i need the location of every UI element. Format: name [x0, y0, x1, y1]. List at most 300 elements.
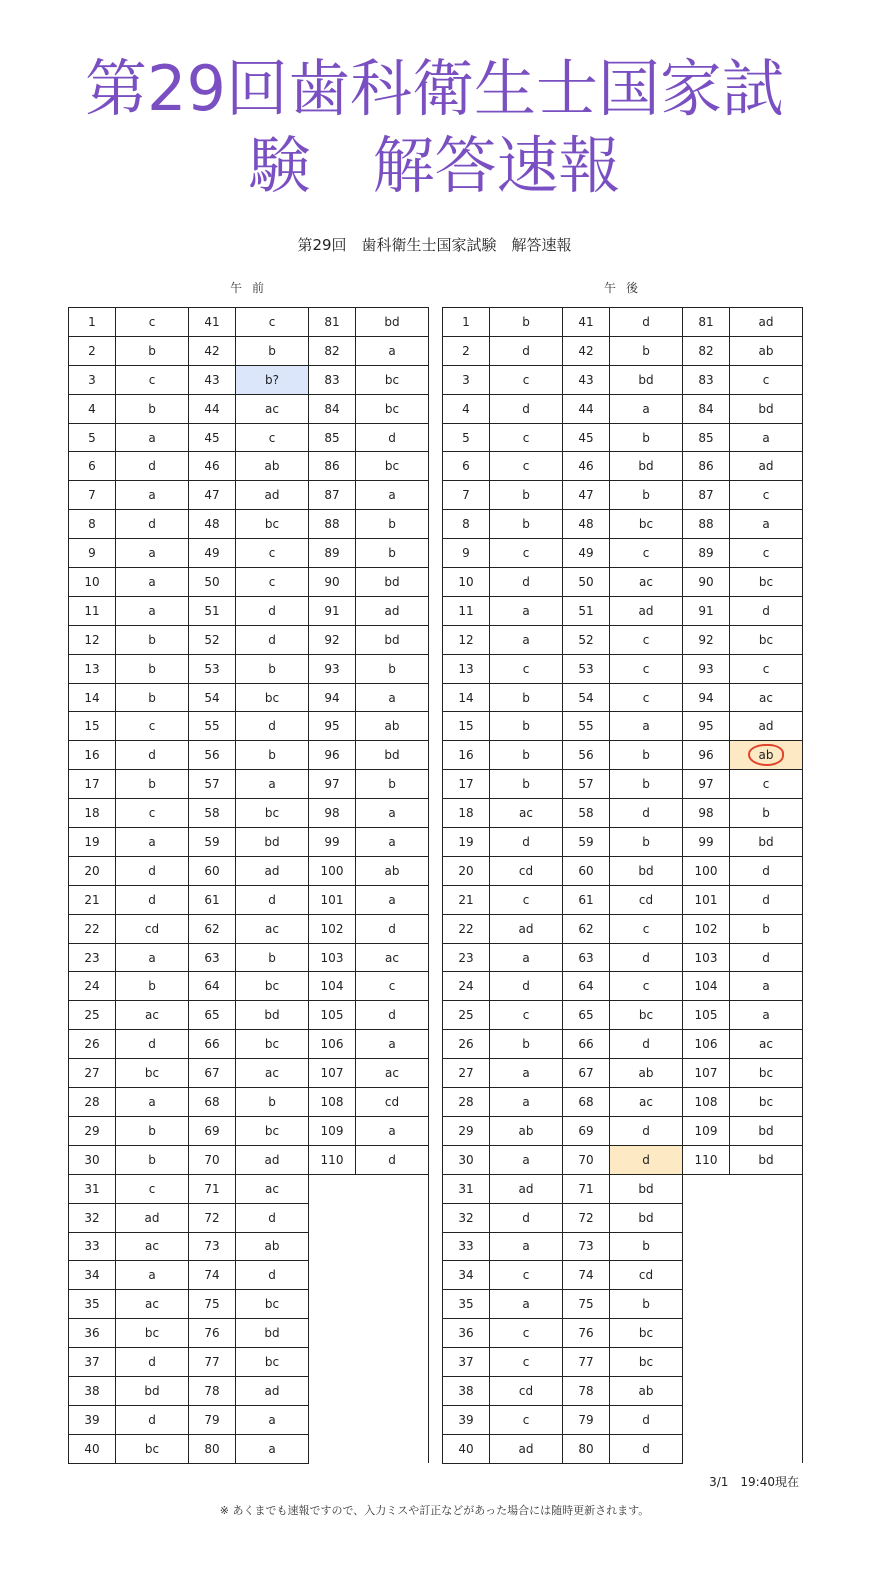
question-number: 52: [189, 625, 236, 654]
question-number: 105: [309, 1001, 356, 1030]
question-number: 58: [189, 799, 236, 828]
answer-cell: bc: [610, 510, 683, 539]
answer-cell: c: [116, 1174, 189, 1203]
question-number: 75: [189, 1290, 236, 1319]
answer-cell: b: [356, 654, 429, 683]
question-number: 94: [683, 683, 730, 712]
question-number: 53: [189, 654, 236, 683]
answer-cell: d: [236, 885, 309, 914]
question-number: 11: [443, 596, 490, 625]
answer-cell: a: [490, 1290, 563, 1319]
question-number: 10: [69, 568, 116, 597]
question-number: 29: [443, 1116, 490, 1145]
answer-cell: c: [610, 654, 683, 683]
answer-cell: a: [356, 828, 429, 857]
question-number: 78: [189, 1376, 236, 1405]
answer-row: [69, 423, 429, 452]
question-number: 80: [563, 1434, 610, 1463]
answer-cell: a: [490, 1088, 563, 1117]
question-number: 56: [563, 741, 610, 770]
answer-cell: a: [116, 596, 189, 625]
answer-row: [443, 770, 803, 799]
answer-row: [443, 1030, 803, 1059]
answer-cell: b: [490, 308, 563, 337]
answer-cell: cd: [116, 914, 189, 943]
question-number: 44: [563, 394, 610, 423]
pm-answer-table: [442, 307, 803, 1464]
answer-row: [69, 1116, 429, 1145]
answer-cell: ac: [356, 943, 429, 972]
answer-cell: c: [116, 365, 189, 394]
answer-cell: ad: [730, 712, 803, 741]
answer-cell: b: [490, 712, 563, 741]
question-number: 2: [69, 336, 116, 365]
answer-cell: b: [730, 799, 803, 828]
answer-row: [443, 712, 803, 741]
question-number: 73: [563, 1232, 610, 1261]
answer-cell: bd: [610, 452, 683, 481]
answer-cell: b?: [236, 365, 309, 394]
question-number: 74: [189, 1261, 236, 1290]
answer-row: [69, 1145, 429, 1174]
question-number: 16: [69, 741, 116, 770]
answer-cell: bc: [236, 1290, 309, 1319]
question-number: 42: [563, 336, 610, 365]
question-number: 51: [563, 596, 610, 625]
answer-cell: bc: [236, 683, 309, 712]
question-number: 66: [189, 1030, 236, 1059]
answer-cell: ac: [236, 1059, 309, 1088]
answer-cell: c: [356, 972, 429, 1001]
question-number: 61: [563, 885, 610, 914]
question-number: 20: [69, 856, 116, 885]
answer-row: [69, 712, 429, 741]
question-number: 67: [189, 1059, 236, 1088]
question-number: 17: [443, 770, 490, 799]
answer-cell: a: [610, 712, 683, 741]
answer-row: [69, 568, 429, 597]
answer-cell: bd: [730, 1116, 803, 1145]
answer-row: [443, 972, 803, 1001]
answer-row: [69, 972, 429, 1001]
answer-cell: ac: [116, 1232, 189, 1261]
answer-cell: c: [490, 365, 563, 394]
answer-cell: b: [116, 336, 189, 365]
answer-cell: b: [116, 1145, 189, 1174]
answer-row: [443, 539, 803, 568]
question-number: 7: [443, 481, 490, 510]
answer-cell: c: [610, 914, 683, 943]
answer-cell: bd: [116, 1376, 189, 1405]
question-number: 103: [309, 943, 356, 972]
question-number: 8: [69, 510, 116, 539]
answer-cell: ac: [490, 799, 563, 828]
answer-row: [443, 1001, 803, 1030]
answer-cell: ab: [730, 336, 803, 365]
answer-cell: bd: [730, 828, 803, 857]
question-number: 9: [443, 539, 490, 568]
question-number: 43: [189, 365, 236, 394]
answer-row: [443, 799, 803, 828]
question-number: 4: [69, 394, 116, 423]
answer-cell: bd: [236, 828, 309, 857]
answer-row: [443, 654, 803, 683]
answer-row: [69, 741, 429, 770]
answer-cell: d: [610, 1030, 683, 1059]
answer-cell: ad: [610, 596, 683, 625]
answer-cell: b: [490, 683, 563, 712]
answer-cell: ac: [236, 914, 309, 943]
answer-cell: c: [490, 654, 563, 683]
question-number: 81: [683, 308, 730, 337]
answer-cell: ac: [236, 394, 309, 423]
question-number: 25: [69, 1001, 116, 1030]
answer-cell: c: [490, 1261, 563, 1290]
question-number: 22: [69, 914, 116, 943]
answer-cell: d: [610, 799, 683, 828]
question-number: 28: [69, 1088, 116, 1117]
answer-row: [443, 1174, 803, 1203]
answer-cell: bd: [730, 1145, 803, 1174]
answer-cell: bd: [236, 1001, 309, 1030]
answer-cell: a: [356, 683, 429, 712]
answer-cell: ad: [730, 452, 803, 481]
answer-row: [69, 856, 429, 885]
question-number: 16: [443, 741, 490, 770]
answer-cell: b: [116, 1116, 189, 1145]
answer-cell: bc: [610, 1319, 683, 1348]
answer-cell: d: [116, 741, 189, 770]
answer-cell: d: [610, 1116, 683, 1145]
answer-cell: d: [490, 972, 563, 1001]
question-number: 18: [443, 799, 490, 828]
question-number: 69: [189, 1116, 236, 1145]
answer-cell: bd: [610, 1174, 683, 1203]
answer-cell: ab: [490, 1116, 563, 1145]
question-number: 19: [443, 828, 490, 857]
answer-row: [443, 943, 803, 972]
question-number: 71: [189, 1174, 236, 1203]
banner-line-2: 験 解答速報: [248, 129, 621, 202]
answer-cell: ad: [236, 856, 309, 885]
answer-cell: d: [490, 394, 563, 423]
question-number: 2: [443, 336, 490, 365]
document-title: 第29回 歯科衛生士国家試験 解答速報: [297, 236, 572, 254]
question-number: 83: [309, 365, 356, 394]
question-number: 51: [189, 596, 236, 625]
question-number: 6: [69, 452, 116, 481]
answer-row: [443, 308, 803, 337]
answer-cell: bc: [730, 1088, 803, 1117]
question-number: 108: [309, 1088, 356, 1117]
question-number: 13: [443, 654, 490, 683]
answer-cell: d: [236, 596, 309, 625]
answer-cell: d: [116, 452, 189, 481]
answer-cell: d: [356, 1001, 429, 1030]
question-number: 56: [189, 741, 236, 770]
answer-cell: d: [236, 625, 309, 654]
answer-cell: a: [490, 1059, 563, 1088]
question-number: 41: [189, 308, 236, 337]
answer-row: [69, 654, 429, 683]
answer-cell: bc: [116, 1319, 189, 1348]
answer-cell: d: [356, 423, 429, 452]
answer-cell: ab: [356, 856, 429, 885]
answer-cell: b: [610, 741, 683, 770]
question-number: 62: [189, 914, 236, 943]
answer-cell: ad: [356, 596, 429, 625]
question-number: 66: [563, 1030, 610, 1059]
answer-cell: b: [356, 510, 429, 539]
question-number: 107: [309, 1059, 356, 1088]
answer-row: [69, 1174, 429, 1203]
question-number: 12: [443, 625, 490, 654]
question-number: 35: [69, 1290, 116, 1319]
answer-cell: c: [490, 885, 563, 914]
question-number: 4: [443, 394, 490, 423]
question-number: 57: [189, 770, 236, 799]
answer-cell: ab: [610, 1376, 683, 1405]
question-number: 12: [69, 625, 116, 654]
answer-cell: c: [490, 1348, 563, 1377]
question-number: 32: [443, 1203, 490, 1232]
question-number: 96: [683, 741, 730, 770]
banner-title: [0, 50, 869, 204]
question-number: 23: [443, 943, 490, 972]
answer-cell: b: [356, 770, 429, 799]
question-number: 40: [443, 1434, 490, 1463]
answer-row: [443, 741, 803, 770]
answer-cell: d: [490, 336, 563, 365]
answer-row: [69, 1059, 429, 1088]
banner-line-1: 第29回歯科衛生士国家試: [85, 52, 784, 125]
question-number: 15: [443, 712, 490, 741]
question-number: 98: [683, 799, 730, 828]
question-number: 92: [309, 625, 356, 654]
answer-cell: ad: [490, 1174, 563, 1203]
question-number: 102: [309, 914, 356, 943]
question-number: 68: [189, 1088, 236, 1117]
answer-cell: bc: [236, 799, 309, 828]
answer-cell: ad: [236, 1376, 309, 1405]
question-number: 9: [69, 539, 116, 568]
answer-cell: c: [610, 683, 683, 712]
answer-cell: d: [490, 568, 563, 597]
answer-cell: bc: [356, 452, 429, 481]
answer-cell: bc: [236, 1116, 309, 1145]
answer-cell: d: [610, 308, 683, 337]
question-number: 5: [443, 423, 490, 452]
answer-cell: b: [610, 1232, 683, 1261]
question-number: 39: [443, 1405, 490, 1434]
answer-cell: c: [236, 539, 309, 568]
question-number: 80: [189, 1434, 236, 1463]
answer-cell: ad: [236, 1145, 309, 1174]
question-number: 7: [69, 481, 116, 510]
question-number: 6: [443, 452, 490, 481]
question-number: 78: [563, 1376, 610, 1405]
answer-cell: c: [490, 452, 563, 481]
question-number: 100: [683, 856, 730, 885]
question-number: 45: [189, 423, 236, 452]
question-number: 49: [189, 539, 236, 568]
question-number: 47: [189, 481, 236, 510]
answer-row: [443, 914, 803, 943]
question-number: 71: [563, 1174, 610, 1203]
question-number: 86: [309, 452, 356, 481]
answer-cell: b: [116, 972, 189, 1001]
answer-cell: c: [236, 308, 309, 337]
answer-cell: b: [236, 741, 309, 770]
answer-cell: cd: [610, 1261, 683, 1290]
answer-row: [443, 1116, 803, 1145]
answer-cell: ad: [490, 1434, 563, 1463]
question-number: 97: [309, 770, 356, 799]
answer-cell: b: [236, 943, 309, 972]
question-number: 77: [563, 1348, 610, 1377]
answer-cell: bc: [356, 365, 429, 394]
question-number: 87: [683, 481, 730, 510]
answer-cell: ac: [610, 1088, 683, 1117]
circled-answer: ab: [748, 744, 785, 766]
answer-cell: a: [356, 481, 429, 510]
question-number: 57: [563, 770, 610, 799]
answer-cell: bd: [730, 394, 803, 423]
question-number: 84: [683, 394, 730, 423]
question-number: 39: [69, 1405, 116, 1434]
answer-cell: b: [490, 481, 563, 510]
answer-cell: d: [116, 1030, 189, 1059]
answer-cell: b: [356, 539, 429, 568]
question-number: 96: [309, 741, 356, 770]
question-number: 34: [69, 1261, 116, 1290]
question-number: 53: [563, 654, 610, 683]
answer-cell: b: [610, 828, 683, 857]
answer-row: [443, 365, 803, 394]
answer-cell: c: [730, 539, 803, 568]
answer-cell: ab: [610, 1059, 683, 1088]
answer-row: [443, 336, 803, 365]
question-number: 27: [69, 1059, 116, 1088]
answer-cell: b: [490, 510, 563, 539]
question-number: 104: [309, 972, 356, 1001]
question-number: 109: [683, 1116, 730, 1145]
answer-cell: bc: [116, 1059, 189, 1088]
question-number: 83: [683, 365, 730, 394]
answer-cell: bc: [610, 1001, 683, 1030]
question-number: 73: [189, 1232, 236, 1261]
question-number: 87: [309, 481, 356, 510]
answer-cell: ac: [356, 1059, 429, 1088]
answer-cell: c: [490, 1001, 563, 1030]
answer-cell: ab: [236, 1232, 309, 1261]
question-number: 76: [563, 1319, 610, 1348]
question-number: 31: [69, 1174, 116, 1203]
question-number: 25: [443, 1001, 490, 1030]
question-number: 64: [563, 972, 610, 1001]
answer-cell: b: [116, 770, 189, 799]
question-number: 37: [69, 1348, 116, 1377]
answer-row: [443, 452, 803, 481]
question-number: 11: [69, 596, 116, 625]
answer-cell: c: [116, 308, 189, 337]
answer-cell: a: [116, 943, 189, 972]
answer-row: [69, 799, 429, 828]
question-number: 106: [309, 1030, 356, 1059]
answer-cell: c: [490, 423, 563, 452]
question-number: 26: [69, 1030, 116, 1059]
question-number: 105: [683, 1001, 730, 1030]
question-number: 15: [69, 712, 116, 741]
question-number: 61: [189, 885, 236, 914]
answer-row: [69, 683, 429, 712]
answer-cell: bc: [236, 510, 309, 539]
question-number: 75: [563, 1290, 610, 1319]
answer-cell: b: [610, 1290, 683, 1319]
question-number: 41: [563, 308, 610, 337]
empty-block: [309, 1174, 429, 1463]
question-number: 14: [443, 683, 490, 712]
answer-cell: c: [116, 712, 189, 741]
answer-row: [443, 423, 803, 452]
answer-cell: bc: [236, 1030, 309, 1059]
question-number: 91: [309, 596, 356, 625]
answer-cell: cd: [610, 885, 683, 914]
answer-cell: a: [356, 336, 429, 365]
answer-cell: a: [116, 481, 189, 510]
question-number: 108: [683, 1088, 730, 1117]
question-number: 95: [683, 712, 730, 741]
answer-row: [443, 1059, 803, 1088]
am-session-label: 午前: [230, 281, 275, 295]
question-number: 97: [683, 770, 730, 799]
question-number: 99: [683, 828, 730, 857]
answer-row: [443, 1088, 803, 1117]
question-number: 85: [309, 423, 356, 452]
answer-cell: a: [236, 1405, 309, 1434]
answer-cell: d: [116, 885, 189, 914]
answer-cell: c: [730, 770, 803, 799]
answer-cell: b: [236, 654, 309, 683]
answer-cell: ad: [236, 481, 309, 510]
question-number: 91: [683, 596, 730, 625]
question-number: 42: [189, 336, 236, 365]
question-number: 10: [443, 568, 490, 597]
empty-block: [683, 1174, 803, 1463]
answer-row: [69, 1030, 429, 1059]
question-number: 48: [189, 510, 236, 539]
answer-row: [69, 336, 429, 365]
question-number: 21: [69, 885, 116, 914]
pm-session-label: 午後: [604, 281, 649, 295]
answer-cell: c: [490, 1405, 563, 1434]
question-number: 36: [443, 1319, 490, 1348]
answer-cell: bd: [356, 568, 429, 597]
answer-row: [443, 885, 803, 914]
question-number: 28: [443, 1088, 490, 1117]
answer-row: [69, 481, 429, 510]
question-number: 17: [69, 770, 116, 799]
question-number: 31: [443, 1174, 490, 1203]
question-number: 35: [443, 1290, 490, 1319]
question-number: 74: [563, 1261, 610, 1290]
answer-cell: a: [490, 943, 563, 972]
answer-cell: a: [236, 770, 309, 799]
answer-cell: bc: [730, 1059, 803, 1088]
answer-row: [69, 596, 429, 625]
question-number: 65: [189, 1001, 236, 1030]
answer-cell: bc: [610, 1348, 683, 1377]
